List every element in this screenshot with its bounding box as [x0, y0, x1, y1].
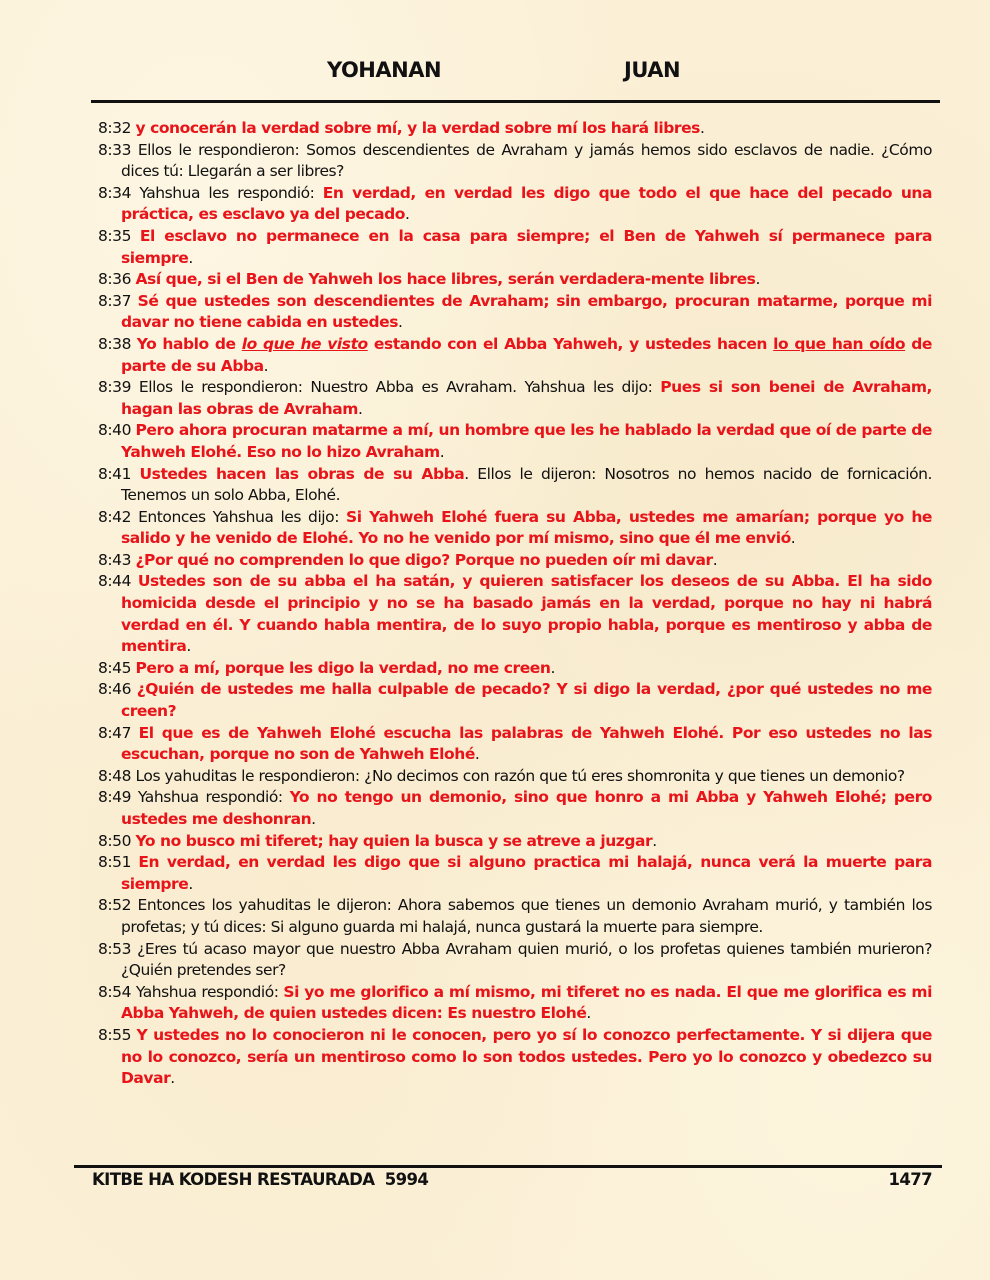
verse-text: Yahshua respondió: [135, 982, 284, 1001]
verse-text-highlighted: de parte de su Abba [121, 334, 932, 375]
verse-number: 8:40 [98, 421, 132, 440]
verse-number: 8:36 [98, 270, 132, 289]
verse-text-highlighted: Si yo me glorifico a mí mismo, mi tiferet no es nada. El que me glorifica es mi Abba Yahweh, de quien ustedes dicen: Es nuestro Elohé [121, 982, 932, 1023]
verse-text-highlighted: Yo no busco mi tiferet; hay quien la busca y se atreve a juzgar [135, 831, 653, 850]
verse-text: . [586, 1004, 591, 1023]
verse-text: . [405, 205, 410, 224]
verse-text-highlighted: El que es de Yahweh Elohé escucha las palabras de Yahweh Elohé. Por eso ustedes no las escuchan, porque no son de Yahweh Elohé [121, 723, 932, 764]
verse-text: . [170, 1069, 175, 1088]
page-number: 1477 [888, 1170, 932, 1189]
verse [98, 895, 932, 938]
verse [98, 658, 932, 680]
verse-text: . Ellos le dijeron: Nosotros no hemos nacido de fornicación. Tenemos un solo Abba, Elohé. [121, 464, 932, 505]
verse-number: 8:41 [98, 464, 132, 483]
verse [98, 831, 932, 853]
verse-text-highlighted: Pues si son benei de Avraham, hagan las obras de Avraham [121, 378, 932, 418]
verse-text: Entonces Yahshua les dijo: [138, 507, 347, 526]
verse-number: 8:50 [98, 831, 132, 850]
verse-number: 8:47 [98, 723, 132, 742]
page-footer [92, 1170, 932, 1194]
verse-number: 8:45 [98, 658, 132, 677]
verse [98, 140, 932, 183]
verse-text-highlighted: y conocerán la verdad sobre mí, y la verdad sobre mí los hará libres [135, 119, 700, 137]
verse [98, 982, 932, 1025]
page-header [0, 58, 990, 90]
verse-number: 8:48 [98, 766, 132, 785]
verse [98, 183, 932, 226]
footer-rule [74, 1165, 942, 1168]
verse-text: . [790, 529, 796, 548]
verse-number: 8:44 [98, 572, 132, 591]
verse-number: 8:51 [98, 853, 132, 872]
verse-text: . [311, 810, 316, 828]
verse-text: Los yahuditas le respondieron: ¿No decimos con razón que tú eres shomronita y que tienes un demonio? [135, 766, 905, 785]
book-title-hebrew: YOHANAN [327, 58, 442, 82]
verse-number: 8:43 [98, 550, 132, 569]
verse-text-highlighted: Y ustedes no lo conocieron ni le conocen, pero yo sí lo conozco perfectamente. Y si dijera que no lo conozco, sería un mentiroso como lo son todos ustedes. Pero yo lo conozco y obedezco su Davar [121, 1025, 932, 1088]
verse [98, 766, 932, 788]
verse-text: . [699, 119, 705, 137]
verse-text: . [397, 313, 403, 332]
verse [98, 269, 932, 291]
verse-text: Ellos le respondieron: Nuestro Abba es Avraham. Yahshua les dijo: [138, 378, 661, 397]
verse-text: . [474, 745, 480, 764]
verse-text-highlighted: Ustedes son de su abba el ha satán, y quieren satisfacer los deseos de su Abba. El ha sido homicida desde el principio y no se ha basado jamás en la verdad, porque no hay ni habrá verdad en él. Y cuando habla mentira, de lo suyo propio habla, porque es mentiroso y abba de mentira [121, 572, 932, 656]
book-title-spanish: JUAN [624, 58, 681, 82]
verse-list [98, 118, 932, 1090]
verse-number: 8:53 [98, 939, 132, 958]
verse [98, 507, 932, 550]
verse-text-highlighted: lo que he visto [241, 334, 368, 353]
verse [98, 291, 932, 334]
verse [98, 464, 932, 507]
verse-text: Ellos le respondieron: Somos descendientes de Avraham y jamás hemos sido esclavos de nadie. ¿Cómo dices tú: Llegarán a ser libres? [121, 140, 933, 181]
verse-text-highlighted: Pero a mí, porque les digo la verdad, no me creen [135, 658, 551, 677]
verse-text-highlighted: En verdad, en verdad les digo que todo el que hace del pecado una práctica, es esclavo ya del pecado [121, 183, 932, 224]
verse-text-highlighted: El esclavo no permanece en la casa para siempre; el Ben de Yahweh sí permanece para siempre [121, 226, 932, 267]
verse [98, 571, 932, 657]
verse-text-highlighted: Sé que ustedes son descendientes de Avraham; sin embargo, procuran matarme, porque mi davar no tiene cabida en ustedes [121, 291, 932, 332]
verse-text: . [186, 637, 191, 656]
verse-text-highlighted: lo que han oído [773, 334, 906, 353]
verse-text-highlighted: Así que, si el Ben de Yahweh los hace libres, serán verdadera-mente libres [135, 270, 756, 289]
verse-number: 8:52 [98, 896, 132, 915]
verse [98, 852, 932, 895]
verse-number: 8:46 [98, 680, 132, 699]
verse [98, 550, 932, 572]
verse [98, 420, 932, 463]
verse-text: . [188, 248, 193, 267]
verse-text-highlighted: Yo no tengo un demonio, sino que honro a mi Abba y Yahweh Elohé; pero ustedes me deshonran [121, 788, 932, 828]
verse-number: 8:39 [98, 378, 132, 397]
verse [98, 1025, 932, 1090]
verse-text: Yahshua respondió: [137, 788, 290, 807]
verse-text-highlighted: estando con el Abba Yahweh, y ustedes hacen [367, 334, 774, 353]
verse-text: Entonces los yahuditas le dijeron: Ahora sabemos que tienes un demonio Avraham murió, y también los profetas; y tú dices: Si alguno guarda mi halajá, nunca gustará la muerte para siempre. [121, 896, 932, 936]
verse-text: . [712, 550, 718, 569]
verse-text: . [550, 658, 555, 677]
verse-number: 8:32 [98, 119, 132, 137]
verse [98, 939, 932, 982]
verse [98, 226, 932, 269]
verse-text: Yahshua les respondió: [139, 183, 323, 202]
verse-text-highlighted: En verdad, en verdad les digo que si alguno practica mi halajá, nunca verá la muerte para siempre [121, 853, 933, 893]
verse-text-highlighted: Si Yahweh Elohé fuera su Abba, ustedes me amarían; porque yo he salido y he venido de Elohé. Yo no he venido por mí mismo, sino que él me envió [121, 507, 932, 548]
verse-text: . [188, 874, 193, 893]
verse-number: 8:33 [98, 140, 132, 159]
header-rule [91, 100, 940, 103]
verse [98, 334, 932, 377]
verse-text: . [357, 399, 363, 418]
verse [98, 787, 932, 830]
verse [98, 377, 932, 420]
verse-text-highlighted: Yo hablo de [136, 334, 242, 353]
verse-text: ¿Eres tú acaso mayor que nuestro Abba Avraham quien murió, o los profetas quienes también murieron? ¿Quién pretendes ser? [121, 939, 933, 980]
verse-text-highlighted: ¿Por qué no comprenden lo que digo? Porque no pueden oír mi davar [135, 550, 713, 569]
verse-text-highlighted: Pero ahora procuran matarme a mí, un hombre que les he hablado la verdad que oí de parte de Yahweh Elohé. Eso no lo hizo Avraham [121, 421, 932, 461]
verse-number: 8:37 [98, 291, 132, 310]
verse [98, 118, 932, 140]
footer-title: KITBE HA KODESH RESTAURADA 5994 [92, 1170, 429, 1189]
verse-number: 8:35 [98, 226, 132, 245]
verse-text-highlighted: ¿Quién de ustedes me halla culpable de pecado? Y si digo la verdad, ¿por qué ustedes no me creen? [121, 680, 932, 721]
verse-number: 8:54 [98, 982, 132, 1001]
verse [98, 679, 932, 722]
verse-number: 8:34 [98, 183, 132, 202]
verse-text-highlighted: Ustedes hacen las obras de su Abba [139, 464, 465, 483]
verse-text: . [263, 356, 269, 375]
verse-text: . [439, 442, 445, 461]
verse-number: 8:49 [98, 788, 132, 807]
verse-number: 8:55 [98, 1025, 132, 1044]
verse-number: 8:42 [98, 507, 132, 526]
verse-text: . [755, 270, 760, 289]
verse-text: . [652, 831, 657, 850]
verse-number: 8:38 [98, 334, 132, 353]
verse [98, 723, 932, 766]
